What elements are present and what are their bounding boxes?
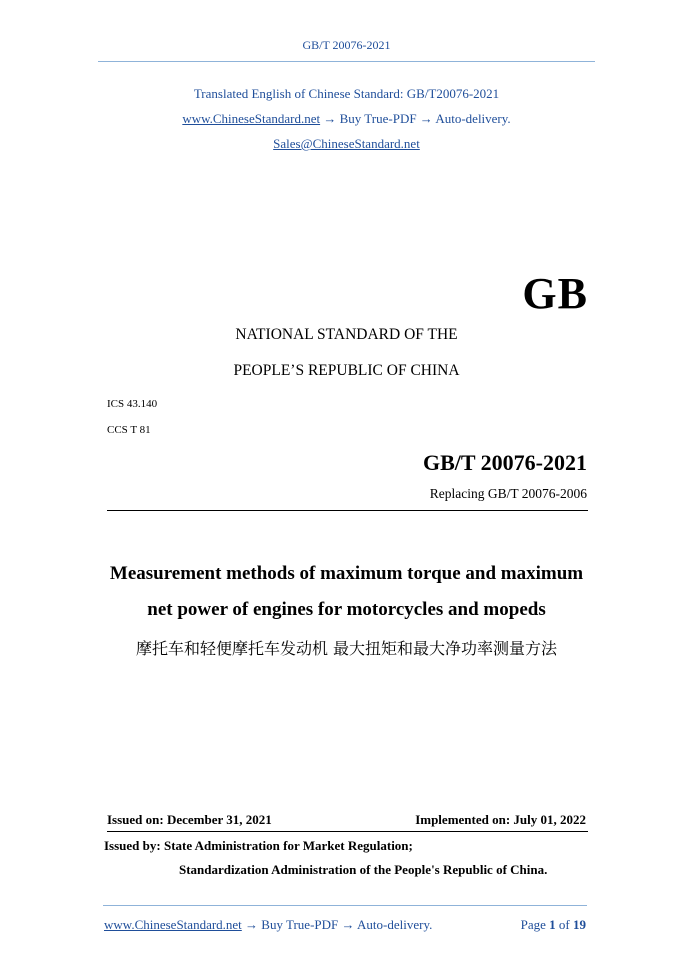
site-link[interactable]: www.ChineseStandard.net (182, 111, 321, 126)
title-line-2: net power of engines for motorcycles and mopeds (147, 599, 546, 620)
title-chinese: 摩托车和轻便摩托车发动机 最大扭矩和最大净功率测量方法 (135, 639, 558, 658)
national-line-1: NATIONAL STANDARD OF THE (235, 326, 458, 343)
header-divider (98, 61, 595, 62)
ics-code: ICS 43.140 (107, 398, 158, 410)
page-label: Page (520, 917, 546, 932)
gb-mark: GB (522, 269, 588, 318)
footer-site-link[interactable]: www.ChineseStandard.net (104, 917, 242, 932)
issued-by-2: Standardization Administration of the People's Republic of China. (179, 862, 548, 877)
issued-by-1: Issued by: State Administration for Market Regulation; (104, 838, 413, 853)
ccs-code: CCS T 81 (107, 424, 151, 436)
dates-rule (107, 831, 588, 832)
footer-divider (103, 905, 587, 906)
page-number: 1 (549, 917, 556, 932)
email-line (0, 136, 693, 152)
issued-on: Issued on: December 31, 2021 (107, 812, 272, 827)
replacing-note: Replacing GB/T 20076-2006 (429, 486, 587, 501)
email-link[interactable]: Sales@ChineseStandard.net (273, 136, 420, 151)
footer-purchase-line (104, 917, 432, 933)
standard-number: GB/T 20076-2021 (422, 450, 587, 475)
national-line-2: PEOPLE’S REPUBLIC OF CHINA (233, 362, 460, 379)
title-rule-top (107, 510, 588, 511)
of-label: of (558, 917, 570, 932)
footer-purchase-text: → Buy True-PDF → Auto-delivery. (245, 917, 433, 932)
title-line-1: Measurement methods of maximum torque and maximum (109, 563, 584, 584)
implemented-on: Implemented on: July 01, 2022 (415, 812, 586, 827)
page-total: 19 (573, 917, 586, 932)
purchase-text: → Buy True-PDF → Auto-delivery. (323, 111, 511, 126)
running-header: GB/T 20076-2021 (302, 38, 391, 52)
translation-notice: Translated English of Chinese Standard: GB/T20076-2021 (193, 86, 500, 101)
page-indicator (521, 917, 586, 933)
purchase-line (0, 111, 693, 127)
